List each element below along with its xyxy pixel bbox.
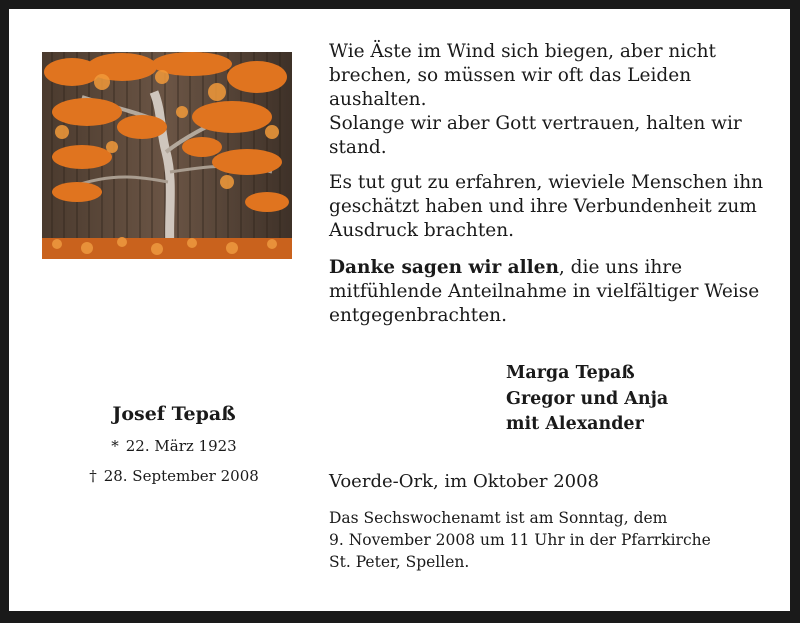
quote-line: Wie Äste im Wind sich biegen, aber nicht: [329, 41, 716, 62]
birth-date: 22. März 1923: [125, 437, 237, 455]
thanks-line-3: entgegenbrachten.: [329, 305, 507, 326]
gratitude-line: geschätzt haben und ihre Verbundenheit zum: [329, 196, 757, 217]
birth-line: [49, 437, 299, 455]
gratitude-line: Ausdruck brachten.: [329, 220, 514, 241]
quote-line: aushalten.: [329, 89, 427, 110]
autumn-tree-photo: [42, 52, 292, 259]
paragraph-thanks: [329, 256, 769, 328]
signer: mit Alexander: [506, 414, 644, 434]
signers-block: [506, 361, 668, 438]
thanks-rest: , die uns ihre: [558, 257, 683, 278]
notice-line: 9. November 2008 um 11 Uhr in der Pfarrkirche: [329, 531, 711, 549]
autumn-tree-image: [42, 52, 292, 259]
paragraph-gratitude: [329, 171, 769, 243]
thanks-bold: Danke sagen wir allen: [329, 257, 559, 278]
thanks-line-2: mitfühlende Anteilnahme in vielfältiger Weise: [329, 281, 760, 302]
signer: Marga Tepaß: [506, 363, 635, 383]
death-line: [49, 467, 299, 485]
thanks-line-1: [329, 256, 769, 280]
quote-line: stand.: [329, 137, 387, 158]
quote-line: Solange wir aber Gott vertrauen, halten wir: [329, 113, 742, 134]
death-cross-icon: †: [89, 467, 97, 485]
obituary-card: [9, 9, 790, 611]
quote-line: brechen, so müssen wir oft das Leiden: [329, 65, 692, 86]
mass-notice: [329, 507, 711, 573]
paragraph-quote: [329, 40, 769, 160]
place-date: Voerde-Ork, im Oktober 2008: [329, 471, 599, 492]
gratitude-line: Es tut gut zu erfahren, wieviele Menschen ihn: [329, 172, 764, 193]
notice-line: Das Sechswochenamt ist am Sonntag, dem: [329, 509, 668, 527]
notice-line: St. Peter, Spellen.: [329, 553, 470, 571]
signer: Gregor und Anja: [506, 388, 669, 409]
death-date: 28. September 2008: [103, 467, 259, 485]
birth-star-icon: *: [111, 437, 119, 455]
deceased-name: Josef Tepaß: [112, 403, 236, 425]
